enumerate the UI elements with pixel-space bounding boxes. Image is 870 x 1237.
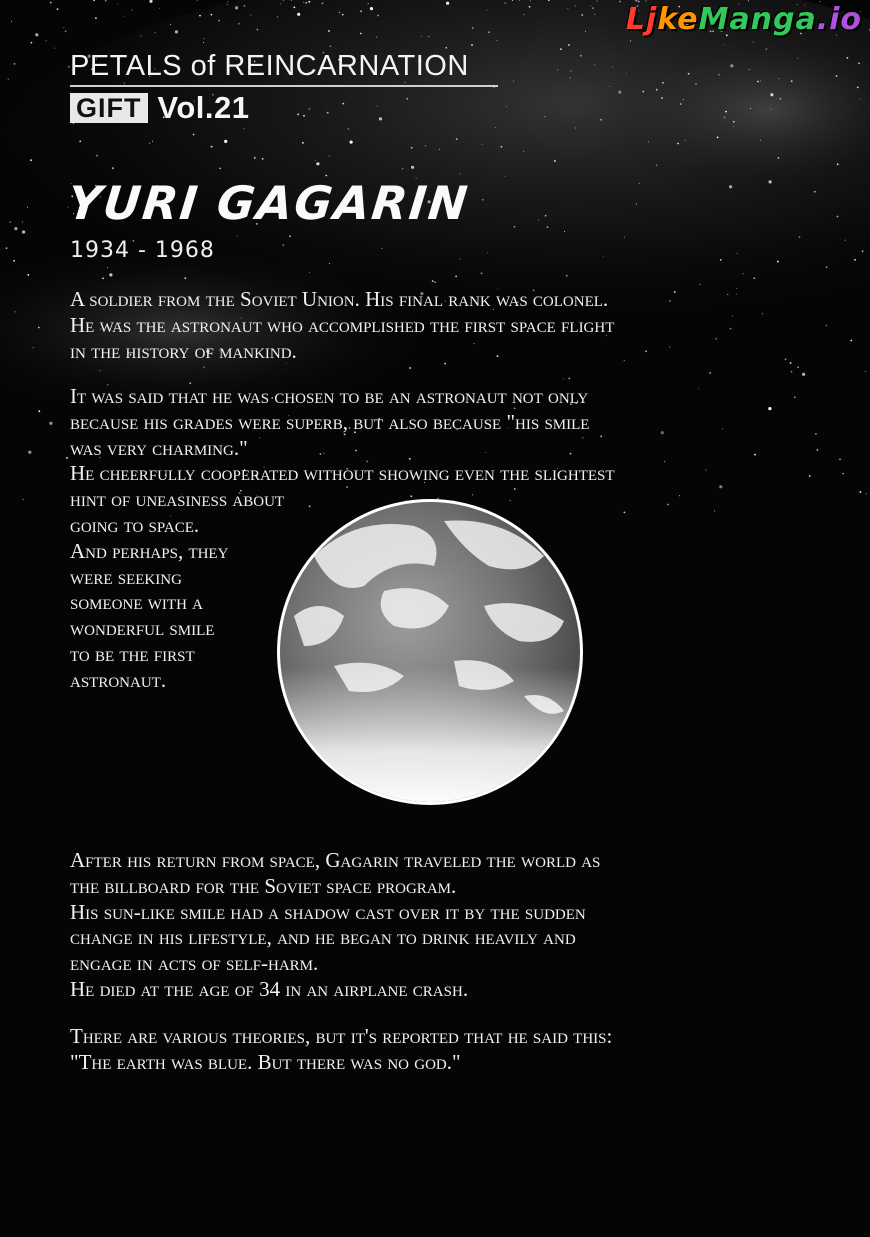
title-divider <box>70 85 498 87</box>
earth-globe-icon <box>274 496 586 808</box>
biography-paragraph-1: A soldier from the Soviet Union. His final rank was colonel. He was the astronaut who accomplished the first space flight in the history of mankind. <box>70 287 615 363</box>
site-watermark-logo: LjkeManga.io <box>625 2 862 37</box>
biography-paragraph-2: It was said that he was chosen to be an astronaut not only because his grades were superb, but also because "his smile was very charming." He cheerfully cooperated without showing even the slightest hint of uneasiness about going to space. And perhaps, they were seeking someone with a wonderful smile to be the first astronaut. <box>70 384 615 692</box>
biography-paragraph-4: There are various theories, but it's reported that he said this: "The earth was blue. But there was no god." <box>70 1024 613 1074</box>
subject-name: YURI GAGARIN <box>65 176 472 230</box>
volume-label <box>70 92 250 124</box>
gift-badge: GIFT <box>70 93 148 123</box>
volume-number: Vol.21 <box>157 90 250 125</box>
biography-paragraph-3: After his return from space, Gagarin traveled the world as the billboard for the Soviet space program. His sun-like smile had a shadow cast over it by the sudden change in his lifestyle, and he began to drink heavily and engage in acts of self-harm. He died at the age of 34 in an airplane crash. <box>70 848 601 1001</box>
series-title: PETALS of REINCARNATION <box>70 50 469 82</box>
subject-years: 1934 - 1968 <box>70 238 215 263</box>
